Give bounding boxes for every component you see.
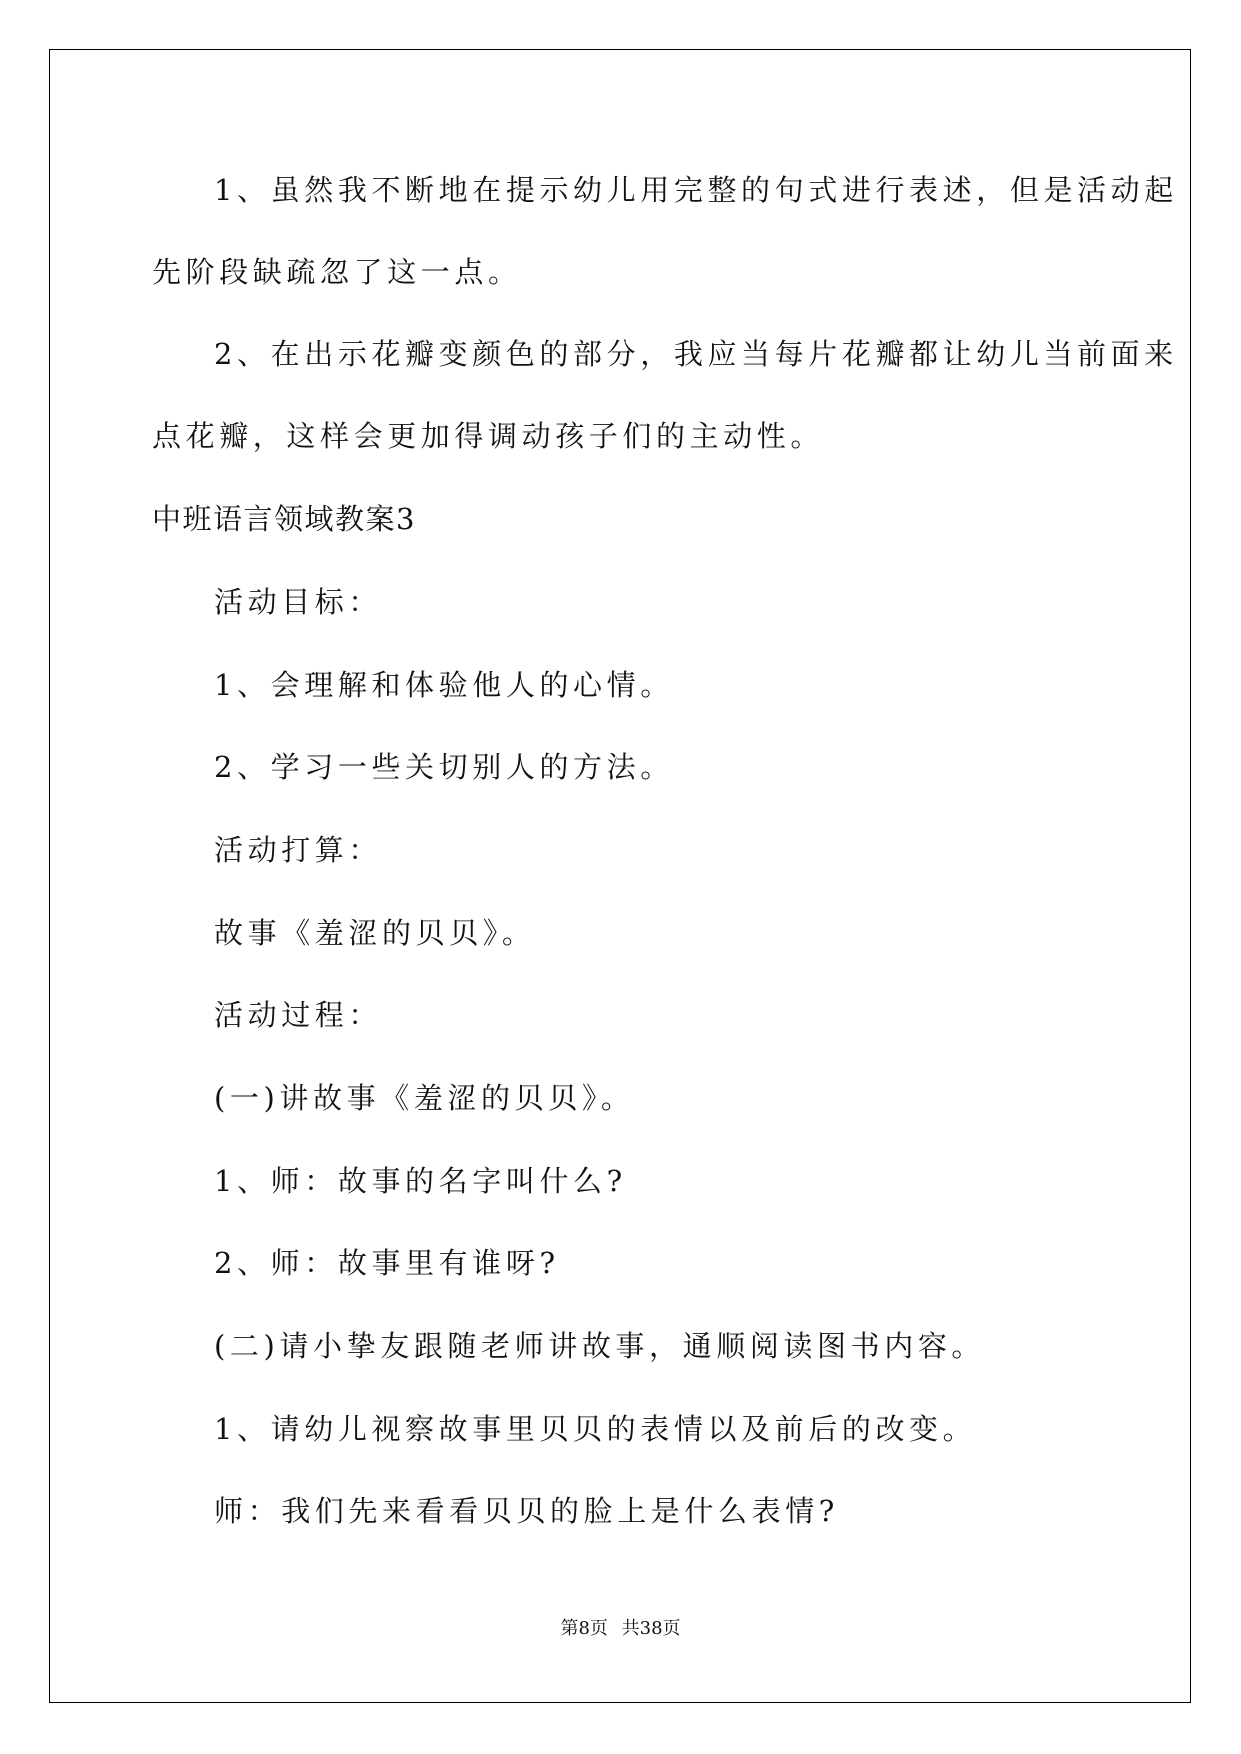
paragraph-line: 1、虽然我不断地在提示幼儿用完整的句式进行表述，但是活动起: [214, 173, 1178, 207]
paragraph-line: (一)讲故事《羞涩的贝贝》。: [214, 1081, 635, 1115]
paragraph-line: 故事《羞涩的贝贝》。: [214, 916, 536, 950]
paragraph-line: 先阶段缺疏忽了这一点。: [152, 255, 522, 289]
paragraph-line: 活动目标：: [214, 585, 383, 619]
section-heading: 中班语言领域教案3: [152, 502, 416, 536]
paragraph-line: 1、请幼儿视察故事里贝贝的表情以及前后的改变。: [214, 1412, 977, 1446]
paragraph-line: 活动打算：: [214, 833, 383, 867]
paragraph-line: 2、学习一些关切别人的方法。: [214, 750, 674, 784]
paragraph-line: 点花瓣，这样会更加得调动孩子们的主动性。: [152, 419, 825, 453]
page-total: 共38页: [621, 1618, 681, 1639]
paragraph-line: 1、会理解和体验他人的心情。: [214, 668, 674, 702]
page-number: 第8页: [560, 1618, 608, 1639]
page-footer: [0, 1614, 1241, 1640]
paragraph-line: 活动过程：: [214, 998, 383, 1032]
paragraph-line: (二)请小挚友跟随老师讲故事，通顺阅读图书内容。: [214, 1329, 986, 1363]
paragraph-line: 2、在出示花瓣变颜色的部分，我应当每片花瓣都让幼儿当前面来: [214, 337, 1178, 371]
paragraph-line: 师：我们先来看看贝贝的脸上是什么表情?: [214, 1494, 839, 1528]
page-border: [49, 49, 1191, 1703]
paragraph-line: 1、师：故事的名字叫什么?: [214, 1164, 627, 1198]
paragraph-line: 2、师：故事里有谁呀?: [214, 1246, 560, 1280]
